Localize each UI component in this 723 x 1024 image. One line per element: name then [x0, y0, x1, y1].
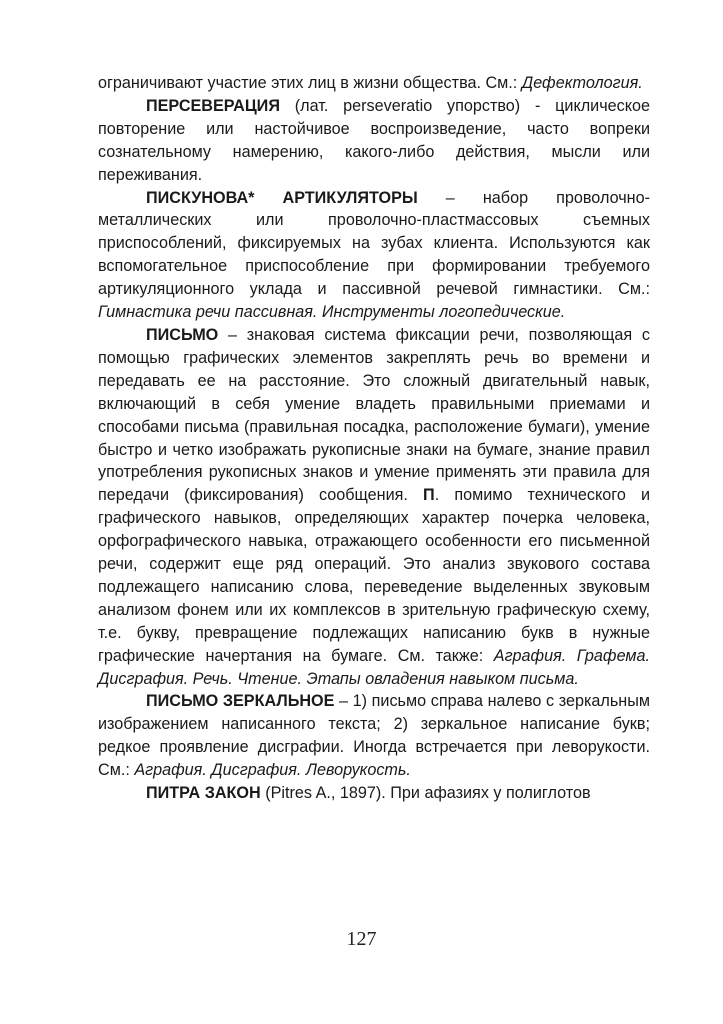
entry-reference: Дефектология. — [521, 74, 643, 92]
entry-text: – знаковая система фиксации речи, позволяющая с помощью графических элементов закреплять речь во времени и передавать ее на расстояние. Это сложный двигательный навык, включающий в себя умение владеть правильными приемами и способами письма (правильная посадка, расположение бумаги), умение быстро и четко изображать рукописные знаки на бумаге, знание правил употребления рукописных знаков и умение применять эти правила для передачи (фиксирования) сообщения. — [98, 325, 650, 505]
entry-mirror-writing — [98, 690, 650, 782]
entry-text: (Pitres A., 1897). При афазиях у полиглотов — [260, 784, 591, 803]
entry-piskunova-articulators — [98, 187, 650, 324]
entry-abbreviation: П — [423, 486, 435, 505]
entry-term: ПЕРСЕВЕРАЦИЯ — [146, 96, 280, 115]
entry-perseveration — [98, 95, 650, 187]
entry-text: – 1) письмо справа налево с зеркальным изображением написанного текста; 2) зеркальное написание букв; редкое проявление дисграфии. Иногда встречается при леворукости. См.: — [98, 692, 650, 780]
entry-term: ПИСЬМО — [146, 325, 219, 344]
entry-reference: Гимнастика речи пассивная. Инструменты логопедические. — [98, 303, 566, 322]
entry-text-continued: . помимо технического и графического навыков, определяющих характер почерка человека, орфографического навыка, отражающего особенности его письменной речи, содержит еще ряд операций. Это анализ звукового состава подлежащего написанию слова, переведение выделенных звуковым анализом фонем или их комплексов в зрительную графическую схему, т.е. букву, превращение подлежащих написанию букв в нужные графические начертания на бумаге. См. также: — [98, 486, 650, 665]
entry-reference: Аграфия. Графема. Дисграфия. Речь. Чтение. Этапы овладения навыком письма. — [98, 646, 650, 688]
entry-text: – набор проволочно-металлических или проволочно-пластмассовых съемных приспособлений, фиксируемых на зубах клиента. Используются как вспомогательное приспособление при формировании требуемого артикуляционного уклада и пассивной речевой гимнастики. См.: — [98, 188, 650, 299]
entry-continuation — [98, 72, 650, 95]
entry-text: ограничивают участие этих лиц в жизни общества. См.: — [98, 74, 522, 92]
dictionary-text — [98, 72, 650, 805]
entry-pitres-law — [98, 782, 650, 805]
entry-reference: Аграфия. Дисграфия. Леворукость. — [134, 761, 411, 780]
entry-term: ПИСКУНОВА* АРТИКУЛЯТОРЫ — [146, 188, 418, 207]
entry-term: ПИСЬМО ЗЕРКАЛЬНОЕ — [146, 692, 335, 711]
entry-writing — [98, 324, 650, 691]
entry-text: (лат. perseveratio упорство) - циклическое повторение или настойчивое воспроизведение, часто вопреки сознательному намерению, какого-либо действия, мысли или переживания. — [98, 96, 650, 184]
page-number: 127 — [346, 928, 377, 950]
entry-term: ПИТРА ЗАКОН — [146, 784, 261, 803]
